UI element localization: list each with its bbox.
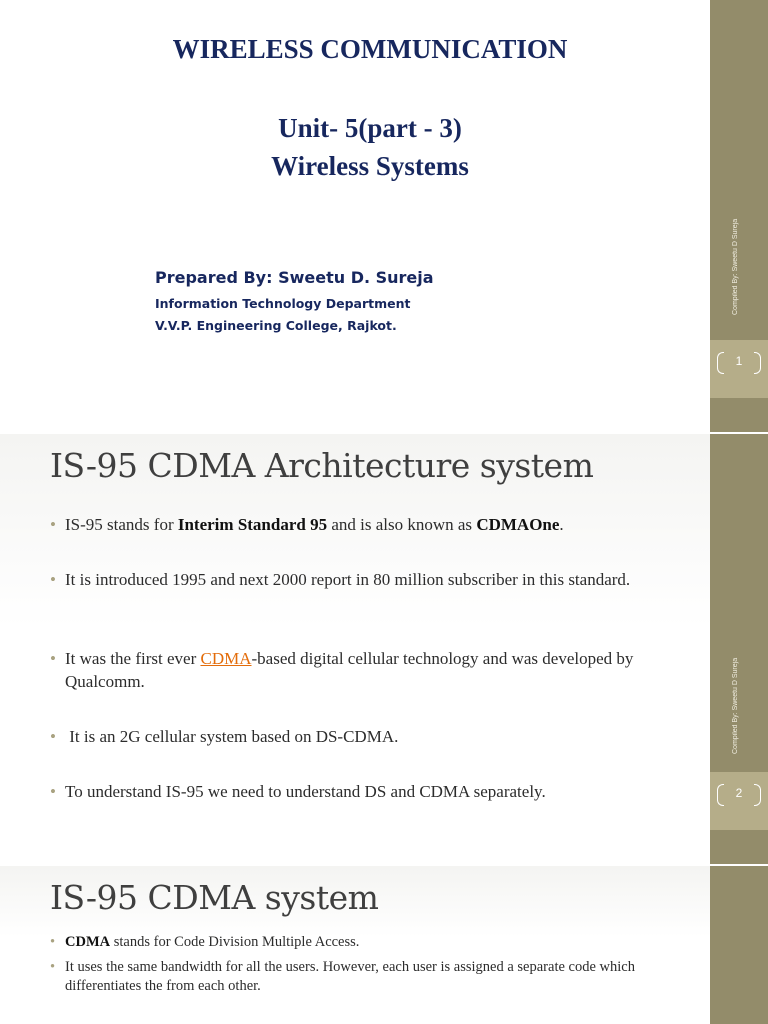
slide-heading: IS-95 CDMA Architecture system xyxy=(50,446,594,485)
bullet-item: • CDMA stands for Code Division Multiple Access. xyxy=(50,934,360,950)
bracket-right-icon xyxy=(754,784,761,806)
presentation-title: WIRELESS COMMUNICATION xyxy=(172,34,568,64)
page-number: 2 xyxy=(735,786,743,800)
bullet-icon: • xyxy=(50,934,56,950)
slide-side-band xyxy=(710,434,768,864)
slide-credit: Compiled By: Sweetu D Sureja xyxy=(732,657,739,754)
bullet-item: • It was the first ever CDMA-based digital cellular technology and was developed by Qualcomm. xyxy=(50,649,634,691)
cdma-link[interactable]: CDMA xyxy=(200,649,252,668)
slide-credit: Compiled By: Sweetu D Sureja xyxy=(732,218,739,315)
bullet-item: • It is introduced 1995 and next 2000 report in 80 million subscriber in this standard. xyxy=(50,570,631,589)
bullet-item: • It uses the same bandwidth for all the users. However, each user is assigned a separate code which differentiates the from each other. xyxy=(50,959,635,994)
slide-2 xyxy=(0,434,768,864)
bullet-icon: • xyxy=(50,649,56,668)
slide-3 xyxy=(0,866,768,1024)
presentation-subtitle: Wireless Systems xyxy=(271,151,469,181)
college-line: V.V.P. Engineering College, Rajkot. xyxy=(155,318,397,333)
page-number-box xyxy=(710,772,768,830)
slide-heading: IS-95 CDMA system xyxy=(50,878,379,917)
author-line: Prepared By: Sweetu D. Sureja xyxy=(155,268,434,287)
page-number-box xyxy=(710,340,768,398)
slide-1 xyxy=(0,0,768,432)
bullet-item: • It is an 2G cellular system based on DS-CDMA. xyxy=(50,727,399,746)
bullet-icon: • xyxy=(50,515,56,534)
bullet-icon: • xyxy=(50,570,56,589)
bullet-icon: • xyxy=(50,959,56,975)
slide-side-band xyxy=(710,866,768,1024)
bullet-icon: • xyxy=(50,727,56,746)
bullet-icon: • xyxy=(50,782,56,801)
bullet-item: • To understand IS-95 we need to understand DS and CDMA separately. xyxy=(50,782,546,801)
bullet-item: • IS-95 stands for Interim Standard 95 and is also known as CDMAOne. xyxy=(50,515,564,534)
page-number: 1 xyxy=(735,354,743,368)
unit-label: Unit- 5(part - 3) xyxy=(278,113,462,143)
bracket-right-icon xyxy=(754,352,761,374)
department-line: Information Technology Department xyxy=(155,296,411,311)
